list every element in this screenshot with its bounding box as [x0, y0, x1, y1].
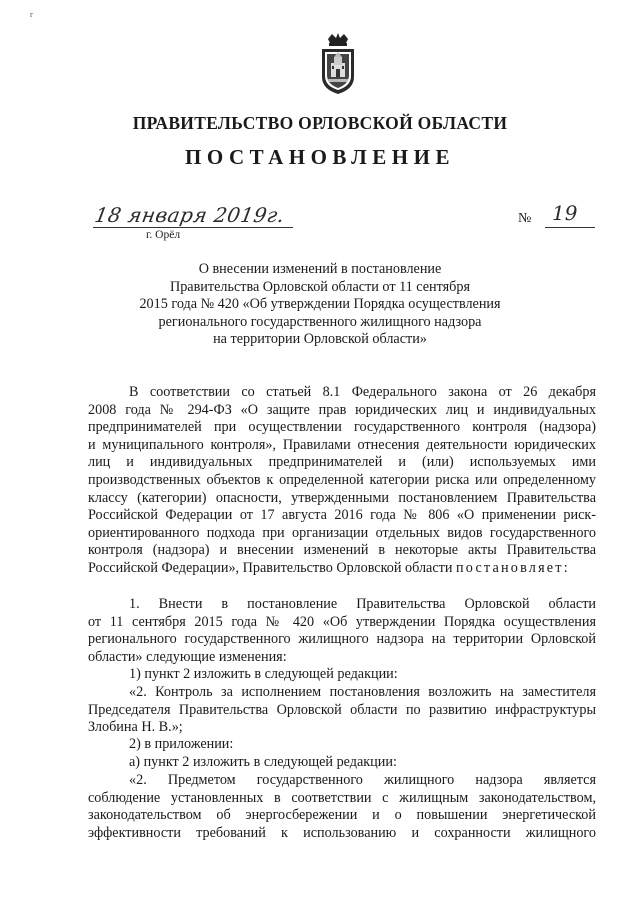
- decree-word: постановляет:: [456, 559, 570, 576]
- handwritten-date: 18 января 2019г.: [92, 203, 287, 227]
- body-line: 2008 года № 294-ФЗ «О защите прав юридических лиц и индивидуальных: [88, 401, 596, 418]
- subitem-2a: [88, 754, 596, 772]
- corner-mark: г: [30, 10, 34, 19]
- body-line: 1) пункт 2 изложить в следующей редакции:: [129, 666, 398, 682]
- body-line: Российской Федерации», Правительство Орловской области: [88, 559, 453, 576]
- city-label: г. Орёл: [146, 229, 181, 241]
- date-underline: [93, 227, 293, 228]
- body-line: Российской Федерации от 17 августа 2016 года № 806 «О применении риск-: [88, 507, 596, 524]
- coat-of-arms-emblem: [318, 33, 358, 95]
- body-line: а) пункт 2 изложить в следующей редакции:: [129, 754, 397, 770]
- subject-line: Правительства Орловской области от 11 сентября: [169, 278, 471, 295]
- decree-subject: [0, 261, 640, 349]
- body-line: лиц и индивидуальных предпринимателей и (или) используемых ими: [88, 454, 596, 471]
- body-line: Злобина Н. В.»;: [88, 719, 183, 736]
- body-line: законодательством об энергосбережении и о повышении энергетической: [88, 807, 596, 824]
- subject-line: на территории Орловской области»: [213, 331, 427, 348]
- body-line: В соответствии со статьей 8.1 Федерального закона от 26 декабря: [129, 384, 596, 400]
- body-line: области» следующие изменения:: [88, 648, 287, 665]
- preamble-paragraph: [88, 384, 596, 578]
- handwritten-number: 19: [552, 201, 578, 225]
- body-line: контроля (надзора) и внесении изменений в некоторые акты Правительства: [88, 542, 596, 559]
- subitem-1: [88, 666, 596, 684]
- body-line: «2. Контроль за исполнением постановления возложить на заместителя: [129, 684, 596, 700]
- number-underline: [545, 227, 595, 228]
- document-type-title: ПОСТАНОВЛЕНИЕ: [185, 145, 455, 169]
- body-line: регионального государственного жилищного надзора на территории Орловской: [88, 631, 596, 648]
- body-line: 2) в приложении:: [129, 736, 234, 752]
- body-line: ориентированного подхода при организации отдельных видов государственного: [88, 524, 596, 541]
- item-1-intro: [88, 596, 596, 666]
- body-line-final: [88, 560, 596, 578]
- subject-line: регионального государственного жилищного надзора: [158, 313, 482, 330]
- subitem-2a-text: [88, 772, 596, 842]
- government-title: ПРАВИТЕЛЬСТВО ОРЛОВСКОЙ ОБЛАСТИ: [132, 113, 508, 133]
- body-line: «2. Предметом государственного жилищного надзора является: [129, 772, 596, 788]
- body-line: и муниципального контроля», Правилами отнесения деятельности юридических: [88, 436, 596, 453]
- body-line: соблюдение установленных в соответствии с жилищным законодательством,: [88, 789, 596, 806]
- body-line: Председателя Правительства Орловской области по развитию инфраструктуры: [88, 701, 596, 718]
- body-line: классу (категории) опасности, утвержденными постановлением Правительства: [88, 489, 596, 506]
- body-line: эффективности требований к использованию и сохранности жилищного: [88, 824, 596, 841]
- subitem-1-text: [88, 684, 596, 737]
- body-line: от 11 сентября 2015 года № 420 «Об утверждении Порядка осуществления: [88, 613, 596, 630]
- subject-line: О внесении изменений в постановление: [198, 261, 442, 277]
- subitem-2: [88, 736, 596, 754]
- body-line: 1. Внести в постановление Правительства Орловской области: [129, 596, 596, 612]
- subject-line: 2015 года № 420 «Об утверждении Порядка осуществления: [139, 296, 501, 313]
- body-line: предпринимателей при осуществлении государственного контроля (надзора): [88, 419, 596, 436]
- number-label: №: [518, 211, 532, 226]
- body-line: производственных объектов к определенной категории риска или определенному: [88, 471, 596, 488]
